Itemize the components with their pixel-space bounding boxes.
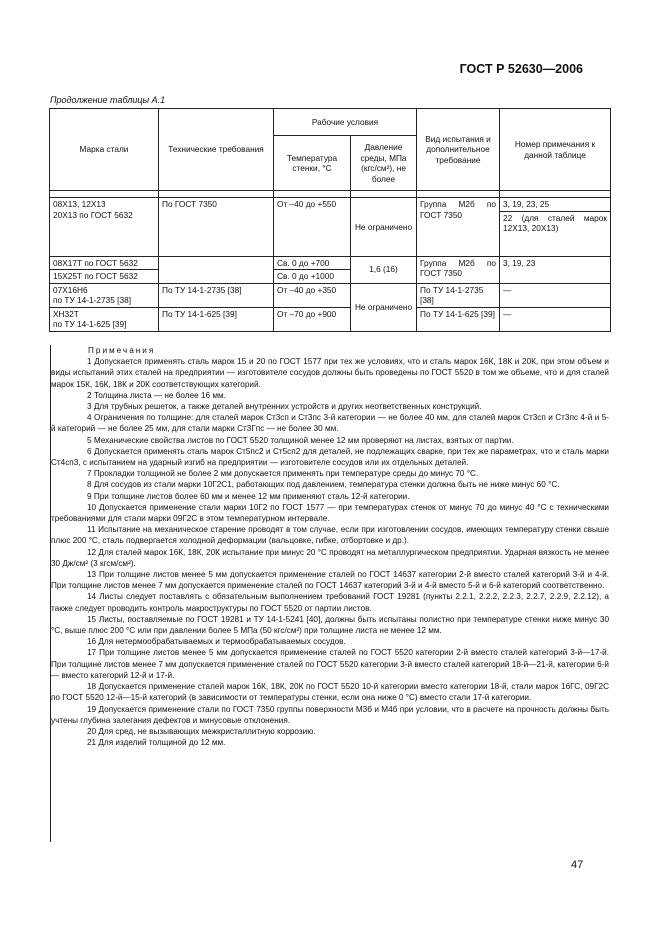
note-item: 11 Испытание на механическое старение проводят в том случае, если при изготовлении сосудов, имеющих температуру стенки свыше плюс 200 °С, сталь подвергается холодной деформации (вальцовке, гибке, отбортовке и др.). <box>51 525 609 546</box>
temp-cell: От –40 до +350 <box>274 283 351 307</box>
temp-cell: От –40 до +550 <box>274 198 351 257</box>
note-item: 6 Допускается применять сталь марок Ст5пс2 и Ст5сп2 для деталей, не подлежащих сварке, при тех же параметрах, что и сталь марки Ст4сп3, с испытанием на ударный изгиб на предприятии — изготовителе сосудов или их отдельных деталей. <box>51 446 609 468</box>
table-notes <box>50 345 611 842</box>
note-item: 20 Для сред, не вызывающих межкристаллитную коррозию. <box>87 726 316 736</box>
tech-cell <box>159 256 274 283</box>
note-item: 1 Допускается применять сталь марок 15 и 20 по ГОСТ 1577 при тех же условиях, что и сталь марок 16К, 18К и 20К, при этом объем и виды испытаний этих сталей на предприятии — изготовителе сосудов должны быть проведены по ГОСТ 5520 в том же объеме, что и для сталей марок 15К, 16К, 18К и 20К соответствующих категорий. <box>51 357 609 389</box>
note-item: 17 При толщине листов менее 5 мм допускается применение сталей по ГОСТ 5520 категории 2-й вместо сталей категорий 3-й—17-й. При толщине листов менее 7 мм допускается применение сталей по ГОСТ 5520 категории 3-й вместо сталей категорий 18-й—21-й, категории 6-й — вместо категорий 12-й и 17-й. <box>51 648 609 680</box>
note-item: 7 Прокладки толщиной не более 2 мм допускается применять при температуре среды до минус 70 °С. <box>87 469 479 479</box>
grade-line: 20Х13 по ГОСТ 5632 <box>53 209 133 220</box>
note-item: 14 Листы следует поставлять с обязательным выполнением требований ГОСТ 19281 (пункты 2.2.1, 2.2.2, 2.2.3, 2.2.7, 2.2.9, 2.2.12), а также следует проводить контроль макроструктуры по ГОСТ 5520 от партии листов. <box>51 592 609 613</box>
document-code: ГОСТ Р 52630—2006 <box>459 62 583 76</box>
note-item: 13 При толщине листов менее 5 мм допускается применение сталей по ГОСТ 14637 категории 2-й вместо сталей категорий 3-й и 4-й. При толщине листов менее 7 мм допускается применение сталей по ГОСТ 14637 категорий 3-й и 4-й вместо 5-й и 6-й категорий соответственно. <box>51 570 609 591</box>
note-item: 9 При толщине листов более 60 мм и менее 12 мм применяют сталь 12-й категории. <box>87 491 410 501</box>
table-row <box>50 198 611 212</box>
notes-title: Примечания <box>88 346 156 355</box>
note-item: 4 Ограничения по толщине: для сталей марок Ст3сп и Ст3пс 3-й категории — не более 40 мм, для сталей марок Ст3сп и Ст3пс 4-й и 5-й категорий — не более 25 мм, для стали марки Ст3Гпс — не более 30 мм. <box>51 413 609 434</box>
table-row <box>50 256 611 270</box>
test-cell: По ТУ 14-1-625 [39] <box>417 307 500 331</box>
table-continuation-caption: Продолжение таблицы А.1 <box>50 95 166 105</box>
note-cell: — <box>500 283 611 307</box>
grade-line: по ТУ 14-1-625 [39] <box>53 319 127 329</box>
note-cell: 3, 19, 23, 25 <box>500 198 611 212</box>
header-working-conditions: Рабочие условия <box>274 109 417 136</box>
grade-cell: 15Х25Т по ГОСТ 5632 <box>50 270 159 284</box>
note-item: 3 Для трубных решеток, а также деталей внутренних устройств и других неответственных конструкций. <box>87 402 482 412</box>
note-cell: — <box>500 307 611 331</box>
test-cell: Группа М2б по ГОСТ 7350 <box>417 256 500 283</box>
tech-cell: По ГОСТ 7350 <box>159 198 274 257</box>
pressure-cell: 1,6 (16) <box>351 256 417 283</box>
note-item: 8 Для сосудов из стали марки 10Г2С1, работающих под давлением, температура стенки должна быть не ниже минус 60 °С. <box>87 480 560 490</box>
note-cell: 3, 19, 23 <box>500 256 611 283</box>
pressure-cell: Не ограничено <box>351 283 417 331</box>
tech-cell: По ТУ 14-1-625 [39] <box>159 307 274 331</box>
header-pressure: Давление среды, МПа (кгс/см²), не более <box>351 136 417 191</box>
header-temperature: Температура стенки, °С <box>274 136 351 191</box>
page-number: 47 <box>571 859 584 871</box>
header-tech-req: Технические требования <box>159 109 274 191</box>
note-item: 21 Для изделий толщиной до 12 мм. <box>87 738 226 748</box>
test-cell: По ТУ 14-1-2735 [38] <box>417 283 500 307</box>
grade-line: по ТУ 14-1-2735 [38] <box>53 295 132 305</box>
steel-grades-table <box>49 108 611 332</box>
grade-line: 08Х13, 12Х13 <box>53 199 106 209</box>
header-test-type: Вид испытания и дополнительное требование <box>417 109 500 191</box>
note-item: 12 Для сталей марок 16К, 18К, 20К испытание при минус 20 °С проводят на металлургическом предприятии. Ударная вязкость не менее 30 Дж/см² (3 кгсм/см²). <box>51 547 609 568</box>
temp-cell: Св. 0 до +700 <box>274 256 351 270</box>
grade-line: 07Х16Н6 <box>53 284 88 295</box>
pressure-cell: Не ограничено <box>351 198 417 257</box>
note-item: 15 Листы, поставляемые по ГОСТ 19281 и ТУ 14-1-5241 [40], должны быть испытаны полистно при температуре стенки ниже минус 30 °С, выше плюс 200 °С или при давлении более 5 МПа (50 кгс/см²) при толщине листа не менее 12 мм. <box>51 614 609 636</box>
note-item: 5 Механические свойства листов по ГОСТ 5520 толщиной менее 12 мм проверяют на листах, взятых от партии. <box>87 435 514 445</box>
note-item: 18 Допускается применение сталей марок 16К, 18К, 20К по ГОСТ 5520 10-й категории вместо категории 18-й, стали марок 16ГС, 09Г2С по ГОСТ 5520 12-й—15-й категорий (в зависимости от температуры стенки, если она ниже 0 °С) вместо стали 17-й категории. <box>51 682 609 703</box>
temp-cell: От –70 до +900 <box>274 307 351 331</box>
tech-cell: По ТУ 14-1-2735 [38] <box>159 283 274 307</box>
note-item: 2 Толщина листа — не более 16 мм. <box>87 390 226 400</box>
note-item: 16 Для нетермообрабатываемых и термообрабатываемых сосудов. <box>87 637 346 647</box>
header-grade: Марка стали <box>50 109 159 191</box>
grade-cell: 08Х17Т по ГОСТ 5632 <box>50 256 159 270</box>
temp-cell: Св. 0 до +1000 <box>274 270 351 284</box>
table-row <box>50 307 611 331</box>
test-cell: Группа М2б по ГОСТ 7350 <box>417 198 500 257</box>
header-notes-num: Номер примечания к данной таблице <box>500 109 611 191</box>
note-item: 10 Допускается применение стали марки 10Г2 по ГОСТ 1577 — при температурах стенок от минус 70 до минус 40 °С с техническими требованиями для стали марки 09Г2С в этом температурном интервале. <box>51 502 609 524</box>
note-cell: 22 (для сталей марок 12Х13, 20Х13) <box>500 211 611 256</box>
table-row <box>50 283 611 307</box>
note-item: 19 Допускается применение стали по ГОСТ 7350 группы поверхности М3б и М4б при условии, что в расчете на прочность должны быть учтены глубина залегания дефектов и минусовые отклонения. <box>51 704 609 725</box>
grade-line: ХН32Т <box>53 308 79 319</box>
